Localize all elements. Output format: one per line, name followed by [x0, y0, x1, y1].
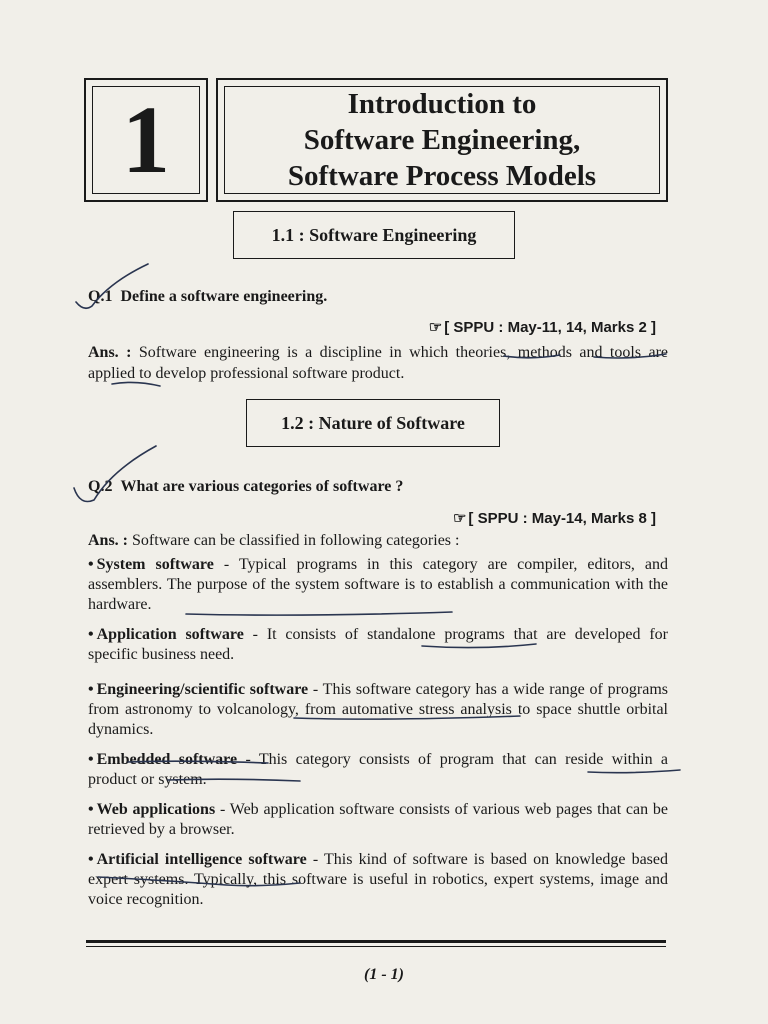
question-1-text: Define a software engineering. [120, 288, 328, 305]
list-item-desc: - Typical programs in this category are compiler, editors, and assemblers. The purpose of the system software is to establish a communication with the hardware. [88, 556, 669, 613]
list-item-term: Engineering/scientific software [96, 681, 309, 698]
list-item-term: Artificial intelligence software [96, 851, 307, 868]
question-1-number: Q.1 [88, 288, 113, 305]
bullet-icon: • [88, 751, 94, 768]
underline-mark [294, 716, 520, 719]
checkmark-icon [74, 446, 156, 502]
question-2-number: Q.2 [88, 478, 113, 495]
list-item-term: Embedded software [96, 751, 238, 768]
answer-text: Software engineering is a discipline in which theories, methods and tools are applied to develop professional software product. [88, 344, 668, 382]
pointing-hand-icon: ☞ [452, 510, 467, 527]
underline-mark [186, 612, 452, 615]
bullet-icon: • [88, 626, 94, 643]
checkmark-icon [76, 264, 148, 308]
list-item-desc: - This software category has a wide range of programs from astronomy to volcanology, from automative stress analysis to space shuttle orbital dynamics. [88, 681, 669, 738]
list-item-desc: - This category consists of program that can reside within a product or system. [88, 751, 669, 788]
page-number: (1 - 1) [364, 966, 404, 983]
answer-label: Ans. : [88, 344, 132, 361]
list-item-desc: - Web application software consists of various web pages that can be retrieved by a browser. [88, 801, 668, 838]
chapter-title-line-3: Software Process Models [287, 160, 597, 192]
chapter-title-line-1: Introduction to [347, 88, 537, 120]
question-1-ref-text: [ SPPU : May-11, 14, Marks 2 ] [444, 319, 656, 336]
underline-mark [112, 382, 160, 386]
question-2-text: What are various categories of software ? [120, 478, 404, 495]
underline-mark [504, 355, 560, 358]
underline-mark [98, 877, 300, 886]
chapter-title-line-2: Software Engineering, [303, 124, 581, 156]
strike-mark [168, 779, 300, 781]
bullet-icon: • [88, 556, 94, 573]
underline-mark [422, 644, 536, 648]
bullet-icon: • [88, 681, 94, 698]
list-item-desc: - It consists of standalone programs that are developed for specific business need. [88, 626, 669, 663]
underline-mark [588, 770, 680, 773]
bullet-icon: • [88, 851, 94, 868]
list-item-term: System software [96, 556, 214, 573]
list-item-term: Web applications [96, 801, 216, 818]
answer-text: Software can be classified in following categories : [132, 532, 460, 549]
strike-mark [128, 761, 268, 763]
list-item-desc: - This kind of software is based on knowledge based expert systems. Typically, this software is useful in robotics, expert systems, image and voice recognition. [88, 851, 669, 908]
underline-mark [594, 354, 666, 358]
chapter-number: 1 [92, 86, 200, 194]
list-item-term: Application software [96, 626, 244, 643]
pointing-hand-icon: ☞ [428, 319, 443, 336]
section-heading-1-2: 1.2 : Nature of Software [246, 399, 500, 447]
bullet-icon: • [88, 801, 94, 818]
answer-label: Ans. : [88, 532, 129, 549]
question-2-ref-text: [ SPPU : May-14, Marks 8 ] [468, 510, 656, 527]
section-heading-1-1: 1.1 : Software Engineering [233, 211, 515, 259]
